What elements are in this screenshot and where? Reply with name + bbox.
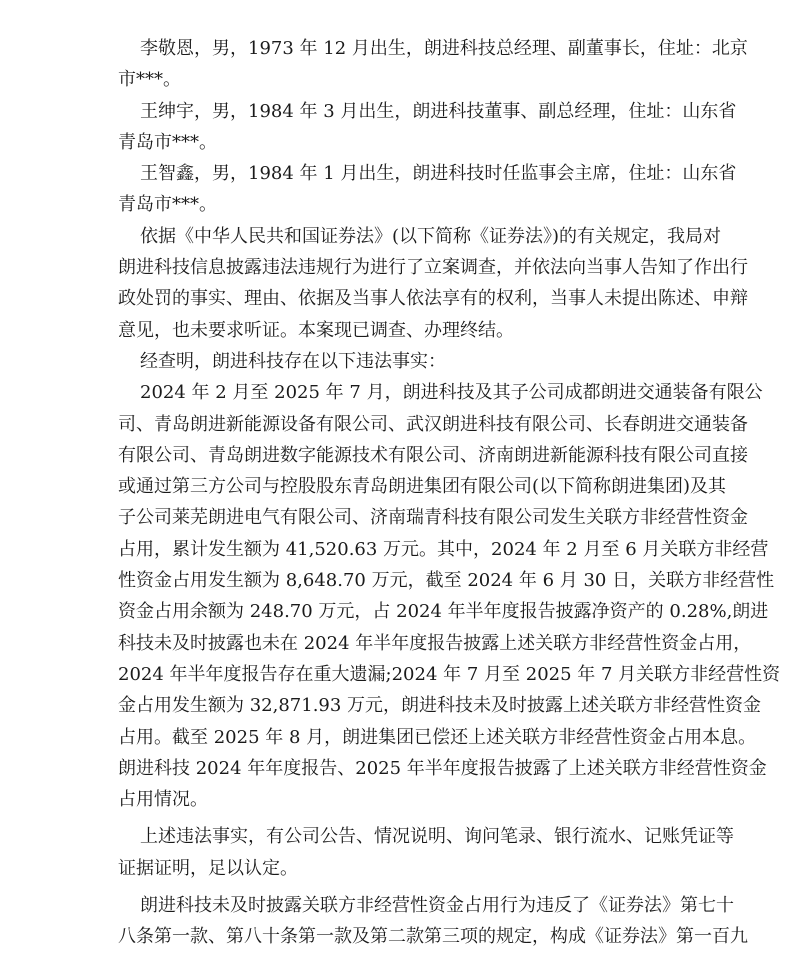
text-line: 子公司莱芜朗进电气有限公司、济南瑞青科技有限公司发生关联方非经营性资金 [118, 507, 748, 529]
paragraph [118, 96, 737, 159]
paragraph [118, 821, 734, 884]
text-line: 青岛市***。 [118, 194, 217, 216]
text-line: 2024 年半年度报告存在重大遗漏;2024 年 7 月至 2025 年 7 月关联方非经营性资 [118, 663, 781, 685]
text-line: 资金占用余额为 248.70 万元，占 2024 年半年度报告披露净资产的 0.28%,朗进 [118, 601, 769, 623]
text-line: 占用，累计发生额为 41,520.63 万元。其中，2024 年 2 月至 6 月关联方非经营 [118, 538, 769, 560]
text-line: 金占用发生额为 32,871.93 万元，朗进科技未及时披露上述关联方非经营性资金 [118, 695, 762, 717]
text-line: 政处罚的事实、理由、依据及当事人依法享有的权利，当事人未提出陈述、申辩 [118, 288, 748, 310]
paragraph [118, 890, 748, 953]
text-line: 或通过第三方公司与控股股东青岛朗进集团有限公司(以下简称朗进集团)及其 [118, 476, 727, 498]
text-line: 上述违法事实，有公司公告、情况说明、询问笔录、银行流水、记账凭证等 [140, 826, 734, 848]
text-line: 意见，也未要求听证。本案现已调查、办理终结。 [118, 319, 514, 341]
text-line: 王智鑫，男，1984 年 1 月出生，朗进科技时任监事会主席，住址：山东省 [140, 163, 737, 185]
text-line: 青岛市***。 [118, 131, 217, 153]
text-line: 朗进科技未及时披露关联方非经营性资金占用行为违反了《证券法》第七十 [140, 895, 734, 917]
paragraph [118, 221, 748, 346]
paragraph [118, 377, 781, 815]
text-line: 市***。 [118, 69, 181, 91]
text-line: 司、青岛朗进新能源设备有限公司、武汉朗进科技有限公司、长春朗进交通装备 [118, 413, 748, 435]
paragraph [118, 33, 748, 96]
document-page [118, 33, 781, 953]
text-line: 占用。截至 2025 年 8 月，朗进集团已偿还上述关联方非经营性资金占用本息。 [118, 726, 757, 748]
paragraph [118, 346, 681, 377]
text-line: 有限公司、青岛朗进数字能源技术有限公司、济南朗进新能源科技有限公司直接 [118, 444, 748, 466]
text-line: 占用情况。 [118, 789, 208, 811]
text-line: 李敬恩，男，1973 年 12 月出生，朗进科技总经理、副董事长，住址：北京 [140, 38, 748, 59]
text-line: 王绅宇，男，1984 年 3 月出生，朗进科技董事、副总经理，住址：山东省 [140, 100, 737, 122]
text-line: 经查明，朗进科技存在以下违法事实： [140, 350, 446, 372]
text-line: 八条第一款、第八十条第一款及第二款第三项的规定，构成《证券法》第一百九 [118, 926, 748, 948]
text-line: 性资金占用发生额为 8,648.70 万元，截至 2024 年 6 月 30 日，关联方非经营性 [118, 570, 775, 592]
text-line: 朗进科技信息披露违法违规行为进行了立案调查，并依法向当事人告知了作出行 [118, 257, 748, 279]
text-line: 朗进科技 2024 年年度报告、2025 年半年度报告披露了上述关联方非经营性资金 [118, 757, 767, 779]
text-line: 科技未及时披露也未在 2024 年半年度报告披露上述关联方非经营性资金占用， [118, 632, 752, 654]
text-line: 证据证明，足以认定。 [118, 857, 298, 879]
paragraph [118, 158, 737, 221]
text-line: 依据《中华人民共和国证券法》(以下简称《证券法》)的有关规定，我局对 [140, 225, 722, 247]
text-line: 2024 年 2 月至 2025 年 7 月，朗进科技及其子公司成都朗进交通装备有限公 [140, 382, 763, 404]
